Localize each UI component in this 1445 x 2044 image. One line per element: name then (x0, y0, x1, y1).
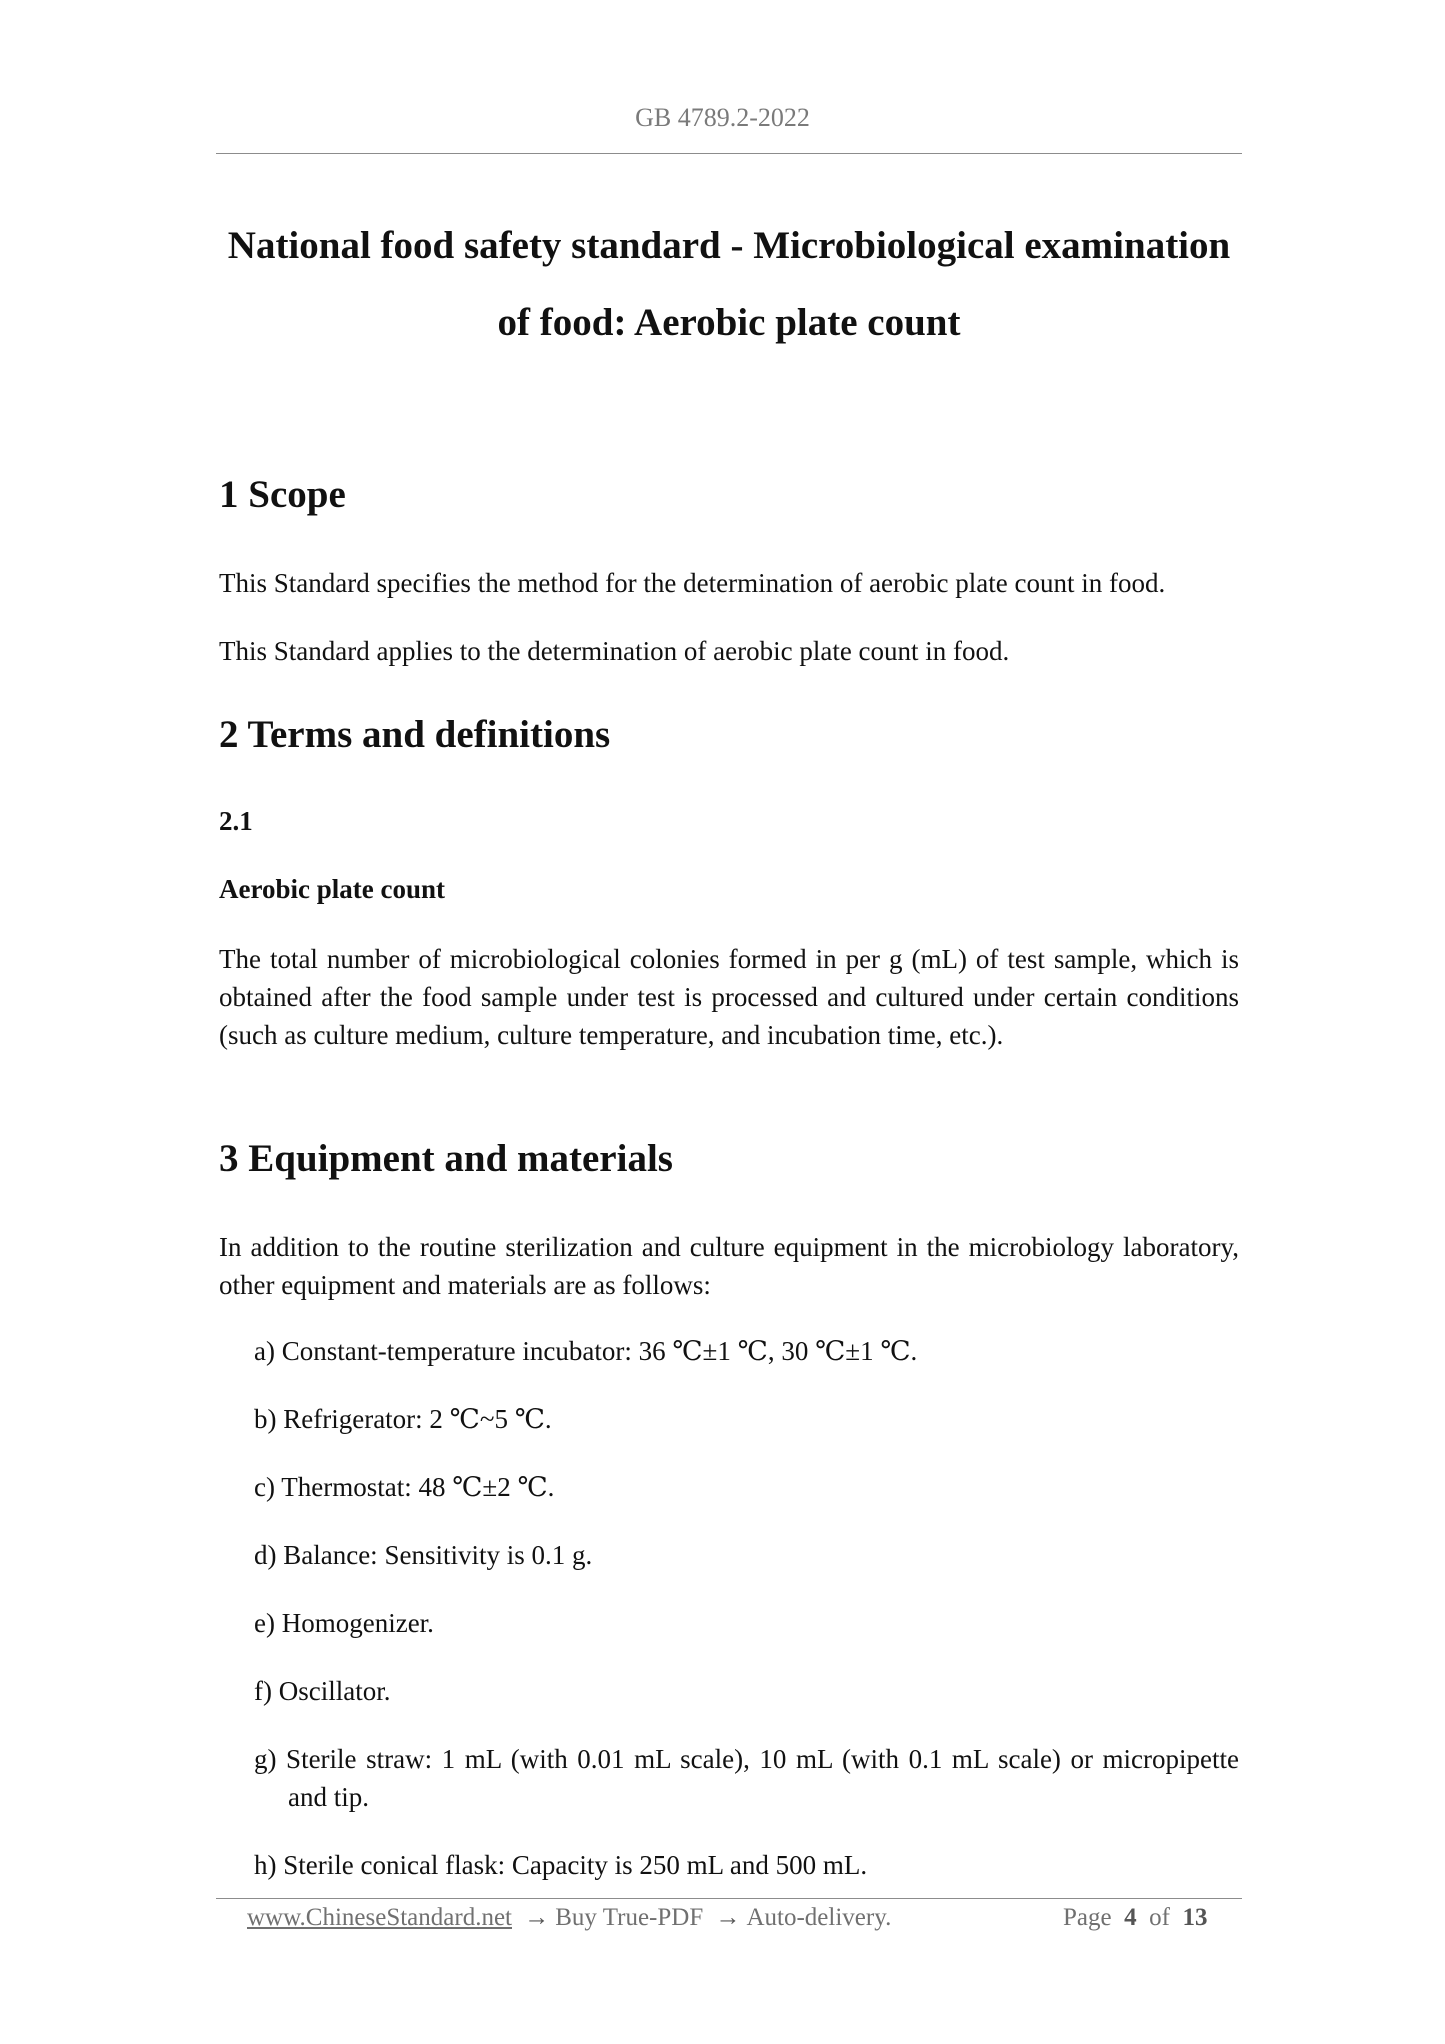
website-link[interactable]: www.ChineseStandard.net (247, 1904, 512, 1931)
list-item: h) Sterile conical flask: Capacity is 250 mL and 500 mL. (254, 1850, 868, 1880)
page-total: 13 (1182, 1904, 1208, 1931)
list-item: d) Balance: Sensitivity is 0.1 g. (254, 1540, 593, 1570)
equipment-intro: In addition to the routine sterilization and culture equipment in the microbiology laboratory, other equipment and materials are as follows: (219, 1232, 1239, 1300)
arrow-right-icon: → (715, 1904, 741, 1931)
page-current: 4 (1124, 1904, 1137, 1931)
footer-links (247, 1904, 891, 1932)
list-item: a) Constant-temperature incubator: 36 ℃±1 ℃, 30 ℃±1 ℃. (254, 1336, 918, 1366)
list-item: e) Homogenizer. (254, 1608, 434, 1638)
scope-paragraph-1: This Standard specifies the method for the determination of aerobic plate count in food. (219, 568, 1166, 598)
term-definition: The total number of microbiological colonies formed in per g (mL) of test sample, which is obtained after the food sample under test is processed and cultured under certain conditions (such as culture medium, culture temperature, and incubation time, etc.). (219, 944, 1239, 1050)
delivery-text: Auto-delivery. (746, 1904, 892, 1931)
header-divider (216, 153, 1242, 154)
term-number: 2.1 (219, 806, 253, 836)
footer-divider (216, 1898, 1242, 1899)
section-heading-terms: 2 Terms and definitions (219, 713, 611, 756)
header-standard-code: GB 4789.2-2022 (635, 103, 810, 132)
document-title (216, 207, 1242, 361)
arrow-right-icon: → (524, 1904, 550, 1931)
list-item: f) Oscillator. (254, 1676, 391, 1706)
title-line-2: of food: Aerobic plate count (497, 301, 961, 344)
section-heading-scope: 1 Scope (219, 473, 346, 516)
page-label: Page (1063, 1904, 1112, 1931)
section-heading-equipment: 3 Equipment and materials (219, 1137, 673, 1180)
list-item: g) Sterile straw: 1 mL (with 0.01 mL scale), 10 mL (with 0.1 mL scale) or micropipette and tip. (254, 1744, 1239, 1812)
title-line-1: National food safety standard - Microbiological examination (227, 224, 1231, 267)
page-number (1063, 1904, 1207, 1932)
buy-text: Buy True-PDF (555, 1904, 704, 1931)
page-of: of (1149, 1904, 1170, 1931)
list-item: b) Refrigerator: 2 ℃~5 ℃. (254, 1404, 552, 1434)
scope-paragraph-2: This Standard applies to the determination of aerobic plate count in food. (219, 636, 1010, 666)
list-item: c) Thermostat: 48 ℃±2 ℃. (254, 1472, 555, 1502)
term-title: Aerobic plate count (219, 874, 445, 904)
